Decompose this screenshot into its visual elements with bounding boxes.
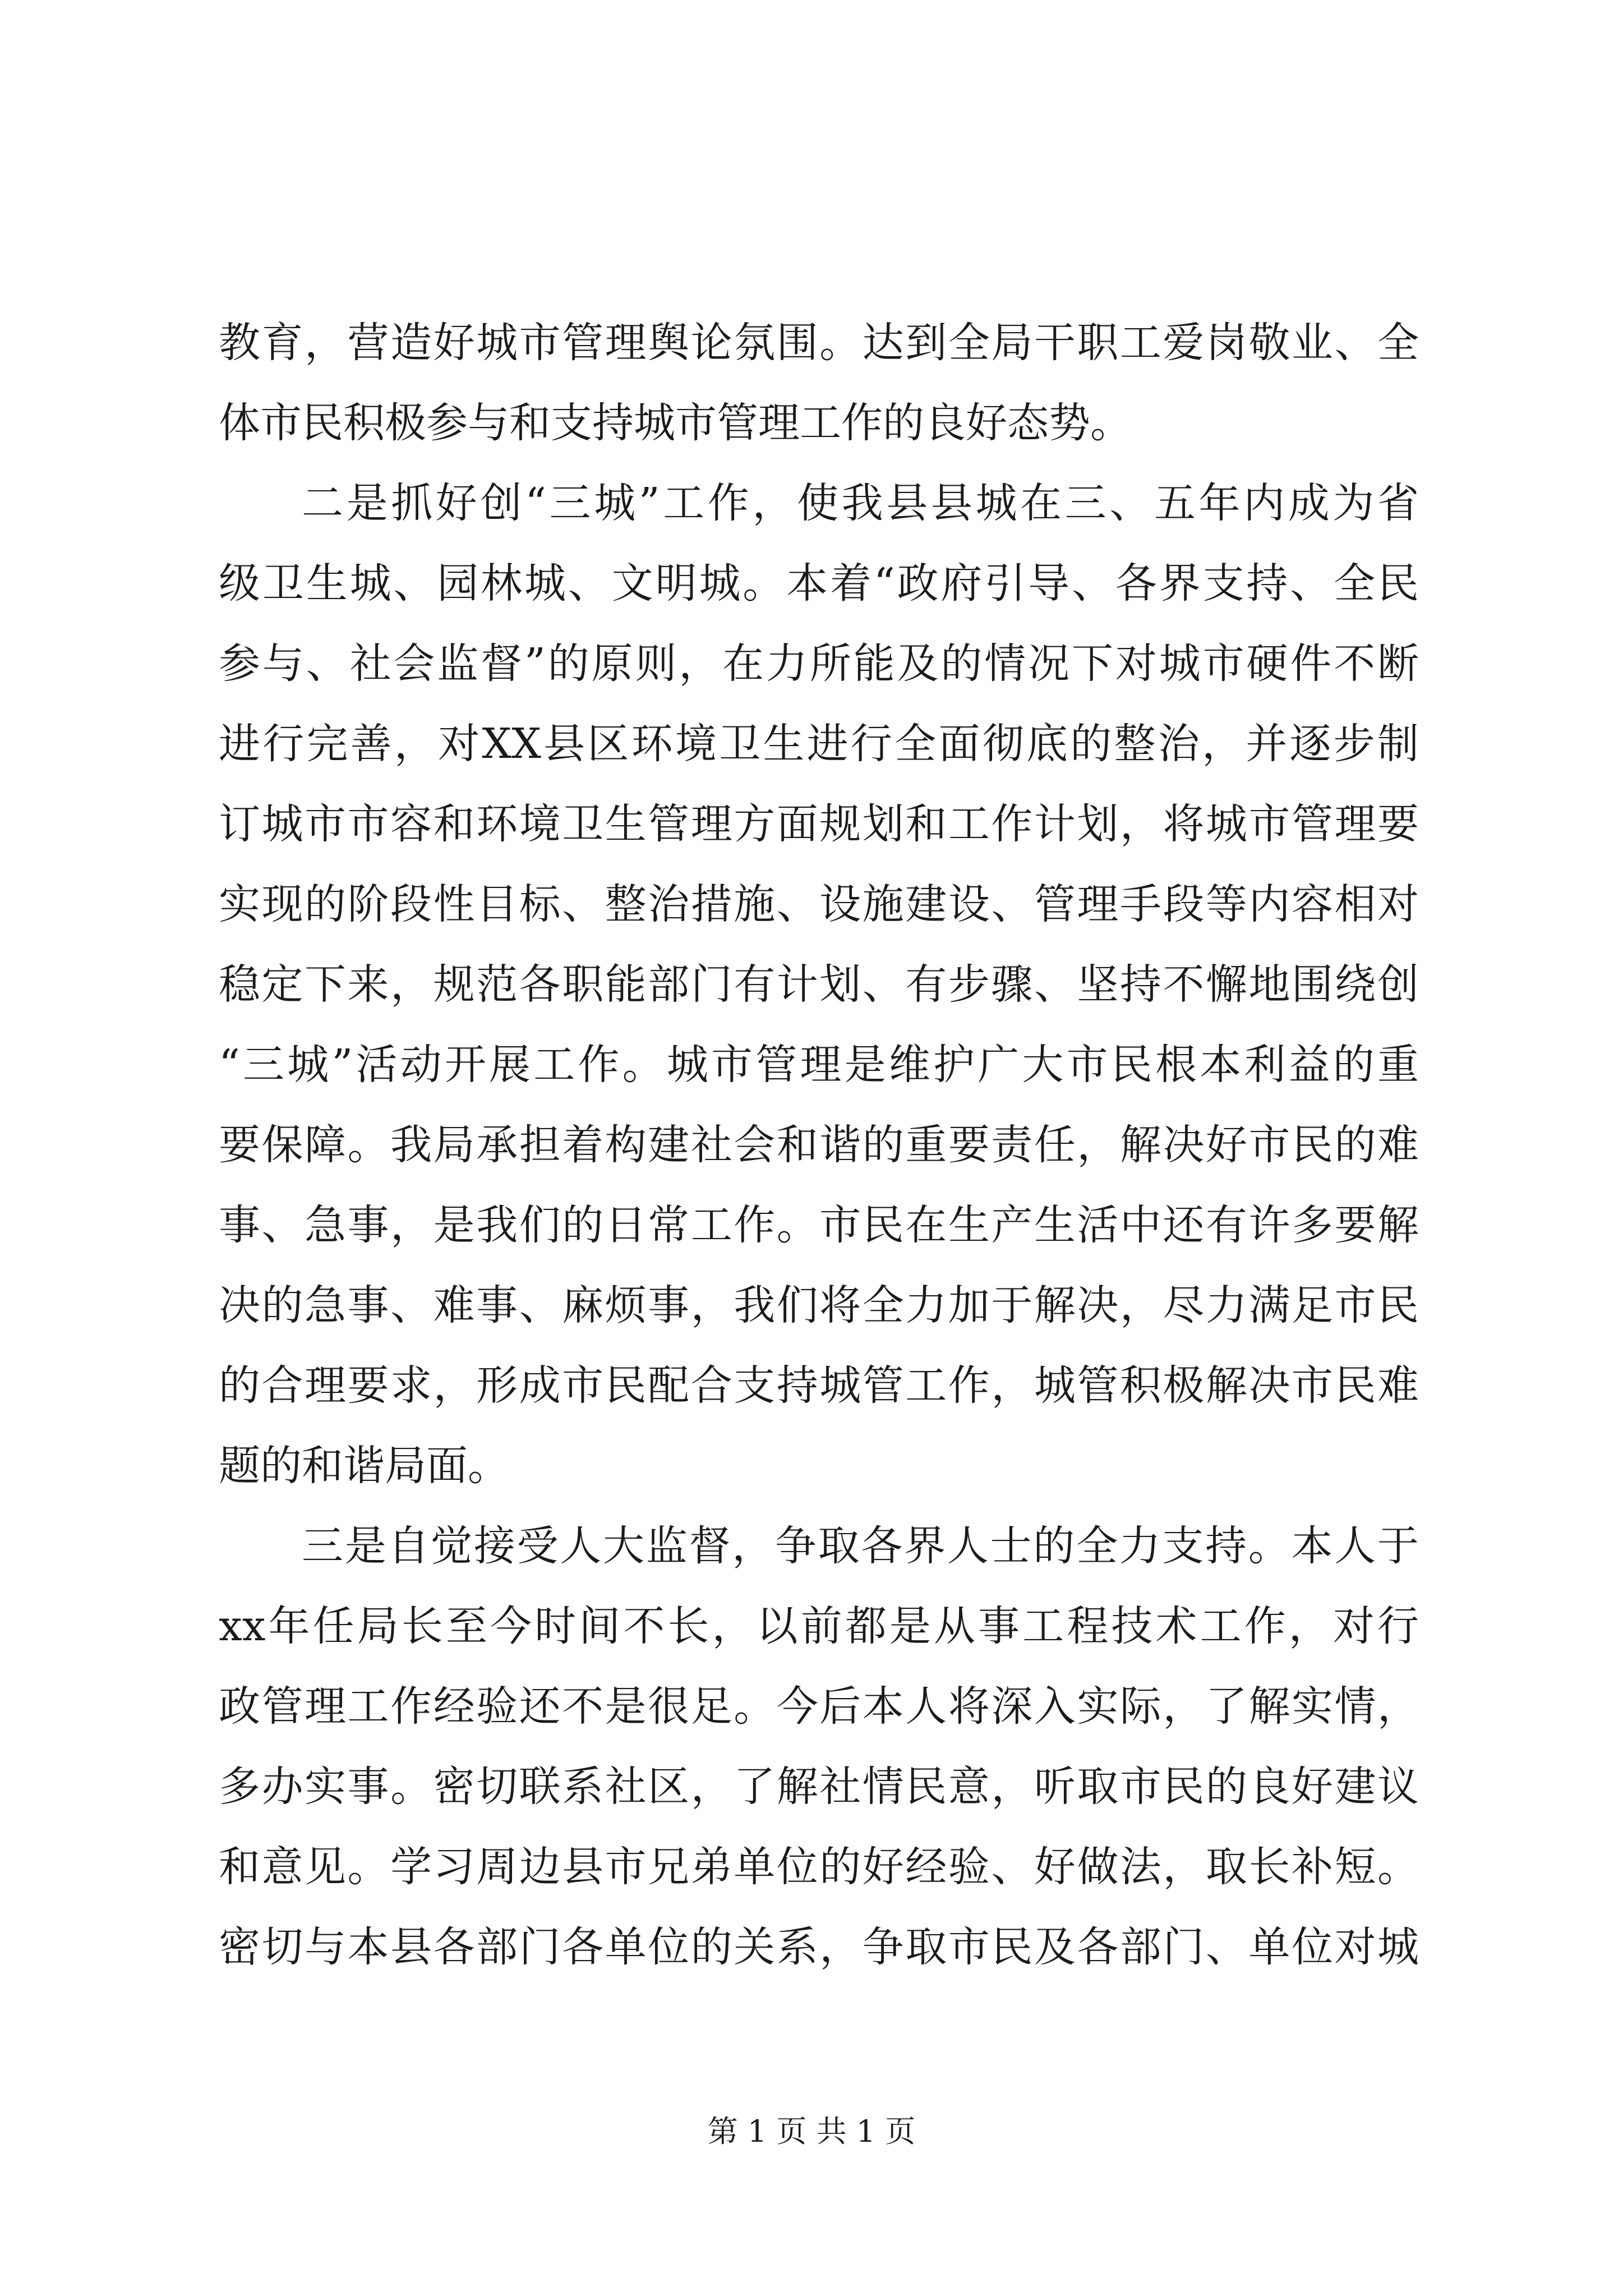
text-line: 决的急事、难事、麻烦事，我们将全力加于解决，尽力满足市民 — [219, 1281, 1419, 1329]
page-number-label: 第 1 页 共 1 页 — [707, 2114, 916, 2149]
text-line: 政管理工作经验还不是很足。今后本人将深入实际，了解实情， — [219, 1682, 1419, 1731]
text-line: 和意见。学习周边县市兄弟单位的好经验、好做法，取长补短。 — [219, 1843, 1419, 1891]
text-line: 的合理要求，形成市民配合支持城管工作，城管积极解决市民难 — [219, 1361, 1419, 1410]
text-line: 三是自觉接受人大监督，争取各界人士的全力支持。本人于 — [302, 1522, 1419, 1570]
text-line: 进行完善，对XX县区环境卫生进行全面彻底的整治，并逐步制 — [219, 720, 1419, 768]
text-line: 二是抓好创“三城”工作，使我县县城在三、五年内成为省 — [302, 479, 1419, 527]
text-line: 多办实事。密切联系社区，了解社情民意，听取市民的良好建议 — [219, 1763, 1419, 1811]
text-line: 体市民积极参与和支持城市管理工作的良好态势。 — [219, 399, 1132, 447]
text-line: “三城”活动开展工作。城市管理是维护广大市民根本利益的重 — [219, 1041, 1419, 1089]
text-line: 实现的阶段性目标、整治措施、设施建设、管理手段等内容相对 — [219, 880, 1419, 928]
text-line: 密切与本县各部门各单位的关系，争取市民及各部门、单位对城 — [219, 1923, 1419, 1971]
text-line: 教育，营造好城市管理舆论氛围。达到全局干职工爱岗敬业、全 — [219, 319, 1419, 367]
text-line: 订城市市容和环境卫生管理方面规划和工作计划，将城市管理要 — [219, 800, 1419, 848]
text-line: 稳定下来，规范各职能部门有计划、有步骤、坚持不懈地围绕创 — [219, 960, 1419, 1009]
text-line: 级卫生城、园林城、文明城。本着“政府引导、各界支持、全民 — [219, 559, 1419, 608]
text-line: 事、急事，是我们的日常工作。市民在生产生活中还有许多要解 — [219, 1201, 1419, 1249]
body-text — [219, 303, 1419, 1987]
text-line: 参与、社会监督”的原则，在力所能及的情况下对城市硬件不断 — [219, 639, 1419, 688]
text-line: 要保障。我局承担着构建社会和谐的重要责任，解决好市民的难 — [219, 1121, 1419, 1169]
page-footer — [0, 2109, 1623, 2154]
text-line: 题的和谐局面。 — [219, 1442, 509, 1490]
text-line: xx年任局长至今时间不长，以前都是从事工程技术工作，对行 — [219, 1602, 1419, 1650]
